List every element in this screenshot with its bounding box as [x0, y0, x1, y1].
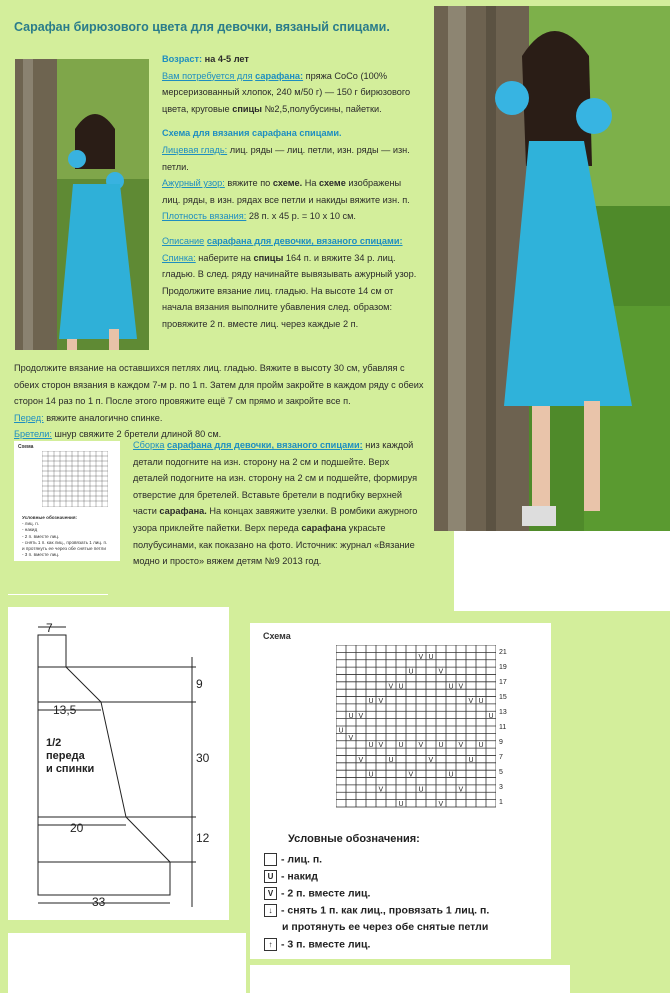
k3tog-symbol: ↑: [264, 938, 277, 951]
white-strip-bottom-right: [250, 965, 570, 993]
pattern-stitch-symbol: V: [438, 801, 444, 809]
scheme-heading: Схема для вязания сарафана спицами.: [162, 128, 342, 139]
assembly-block: Сборка сарафана для девочки, вязаного спицами: низ каждой детали подогните на изн. сторону на 2 см и подшейте. Верх деталей подогните на изн. сторону на 2 см и подшейте, формируя отверстие для бретелей. Вставьте бретели в подгибку верхней части сарафана. На концах завяжите узелки. В ромбики ажурного узора приклейте пайетки. Верх переда сарафана украсьте полубусинами, как показано на фото. Источник: журнал «Вязание модно и просто» вяжем детям №9 2013 год.: [133, 440, 418, 567]
pattern-stitch-symbol: V: [348, 734, 354, 742]
pattern-stitch-symbol: V: [378, 698, 384, 706]
row-number: 13: [499, 709, 507, 716]
row-numbers: [499, 645, 513, 810]
knit-symbol: [264, 853, 277, 866]
pattern-stitch-symbol: U: [418, 786, 424, 794]
schematic-panel: 7 9 13,5 1/2 переда и спинки 30 20 12 33: [8, 607, 229, 920]
pattern-stitch-symbol: V: [458, 742, 464, 750]
mini-chart-grid: [42, 451, 108, 507]
materials-link[interactable]: Вам потребуется для: [162, 70, 253, 81]
pattern-stitch-symbol: U: [408, 668, 414, 676]
separator: [8, 594, 108, 595]
row-number: 19: [499, 664, 507, 671]
row-number: 5: [499, 769, 503, 776]
pattern-stitch-symbol: U: [448, 683, 454, 691]
pattern-stitch-symbol: U: [368, 698, 374, 706]
pattern-stitch-symbol: U: [368, 771, 374, 779]
row-number: 7: [499, 754, 503, 761]
straps-link[interactable]: Бретели:: [14, 429, 52, 440]
stitch-2: Ажурный узор: вяжите по схеме. На схеме изображены лиц. ряды, в изн. рядах все петли и накиды вяжите изн. п.: [162, 178, 410, 205]
k2tog-symbol: V: [264, 887, 277, 900]
legend-item-2: U - накид: [264, 870, 318, 883]
pattern-stitch-symbol: V: [408, 771, 414, 779]
pattern-stitch-symbol: U: [448, 771, 454, 779]
pattern-stitch-symbol: V: [458, 683, 464, 691]
pattern-stitch-symbol: U: [478, 742, 484, 750]
legend-item-1: - лиц. п.: [264, 853, 322, 866]
yarn-over-symbol: U: [264, 870, 277, 883]
pattern-stitch-symbol: V: [358, 756, 364, 764]
pattern-stitch-symbol: U: [348, 712, 354, 720]
row-number: 17: [499, 679, 507, 686]
pattern-stitch-symbol: U: [478, 698, 484, 706]
pattern-stitch-symbol: V: [378, 742, 384, 750]
age-line: Возраст: на 4-5 лет: [162, 54, 249, 64]
pattern-panel: Схема V U U V V U U V U V V U U V U U V U V U V U V U V U V U U V U V U V U V 21 19 17 15 13 11 9 7 5 3 1 Условные обозначения: - лиц. п. U - накид V - 2 п. вместе лиц. ↓ - снять 1 п. как лиц., провязать 1 лиц. п. и протянуть ее через обе снятые петли ↑ - 3 п. вместе лиц.: [250, 623, 551, 959]
row-number: 11: [499, 724, 507, 731]
schematic-label: 1/2 переда и спинки: [46, 737, 95, 775]
row-number: 9: [499, 739, 503, 746]
row-number: 3: [499, 784, 503, 791]
front-link[interactable]: Перед:: [14, 412, 44, 423]
legend-item-4: ↓ - снять 1 п. как лиц., провязать 1 лиц. п.: [264, 904, 489, 917]
back-paragraph: Спинка: наберите на спицы 164 п. и вяжите 34 р. лиц. гладью. В след. ряду начинайте вывязывать ажурный узор. Продолжите вязание лиц. гладью. На высоте 14 см от начала вязания выполните убавления след. образом: провяжите 2 п. вместе лиц. через каждые 2 п.: [162, 252, 417, 329]
description-heading: Описание сарафана для девочки, вязаного спицами:: [162, 235, 403, 246]
pattern-stitch-symbol: V: [468, 698, 474, 706]
materials-line: Вам потребуется для сарафана: пряжа СоСо (100% мерсеризованный хлопок, 240 м/50 г) — 150 г бирюзового цвета, круговые спицы №2,5,полубусины, пайетки.: [162, 70, 411, 114]
pattern-stitch-symbol: U: [428, 653, 434, 661]
assembly-link[interactable]: Сборка: [133, 440, 165, 450]
pattern-stitch-symbol: U: [398, 683, 404, 691]
materials-link-bold[interactable]: сарафана:: [255, 70, 304, 81]
white-strip: [454, 531, 670, 611]
pattern-stitch-symbol: U: [438, 742, 444, 750]
pattern-stitch-symbol: V: [428, 756, 434, 764]
full-text-block: Продолжите вязание на оставшихся петлях лиц. гладью. Вяжите в высоту 30 см, убавляя с обеих сторон вязания в каждом 7-м р. по 1 п. Затем для пройм закройте в каждом ряду с обеих сторон 14 раз по 1 п. После этого провяжите ещё 7 см прямо и закройте все п. Перед: вяжите аналогично спинке. Бретели: шнур свяжите 2 бретели длиной 80 см.: [14, 363, 424, 440]
mini-legend: Условные обозначения: - лиц. п. - накид - 2 п. вместе лиц. - снять 1 п. как лиц., провязать 1 лиц. п. и протянуть ее через обе снятые петли - 3 п. вместе лиц.: [22, 515, 108, 558]
main-photo: [434, 6, 670, 531]
stitch-1: Лицевая гладь: лиц. ряды — лиц. петли, изн. ряды — изн. петли.: [162, 144, 410, 172]
pattern-stitch-symbol: V: [458, 786, 464, 794]
pattern-stitch-symbol: U: [398, 742, 404, 750]
pattern-stitch-symbol: V: [418, 742, 424, 750]
page-title: Сарафан бирюзового цвета для девочки, вязаный спицами.: [14, 20, 390, 34]
mini-chart-thumbnail: Схема Условные обозначения: - лиц. п. - накид - 2 п. вместе лиц. - снять 1 п. как лиц., провязать 1 лиц. п. и протянуть ее через обе снятые петли - 3 п. вместе лиц.: [14, 441, 120, 561]
legend-item-4-cont: и протянуть ее через обе снятые петли: [282, 921, 489, 933]
legend-item-3: V - 2 п. вместе лиц.: [264, 887, 370, 900]
pattern-stitch-symbol: U: [368, 742, 374, 750]
pattern-grid: [336, 645, 496, 809]
pattern-stitch-symbol: V: [438, 668, 444, 676]
white-strip-bottom: [8, 933, 246, 993]
pattern-stitch-symbol: V: [418, 653, 424, 661]
small-photo: [15, 59, 149, 350]
pattern-stitch-symbol: V: [388, 683, 394, 691]
row-number: 1: [499, 799, 503, 806]
pattern-stitch-symbol: V: [358, 712, 364, 720]
pattern-stitch-symbol: U: [468, 756, 474, 764]
pattern-stitch-symbol: U: [388, 756, 394, 764]
row-number: 15: [499, 694, 507, 701]
pattern-stitch-symbol: V: [378, 786, 384, 794]
stitch-3: Плотность вязания: 28 п. х 45 р. = 10 х 10 см.: [162, 211, 356, 222]
pattern-stitch-symbol: U: [398, 801, 404, 809]
skp-symbol: ↓: [264, 904, 277, 917]
pattern-stitch-symbol: U: [338, 727, 344, 735]
info-block: [162, 51, 420, 333]
row-number: 21: [499, 649, 507, 656]
legend-item-5: ↑ - 3 п. вместе лиц.: [264, 938, 370, 951]
pattern-stitch-symbol: U: [488, 712, 494, 720]
